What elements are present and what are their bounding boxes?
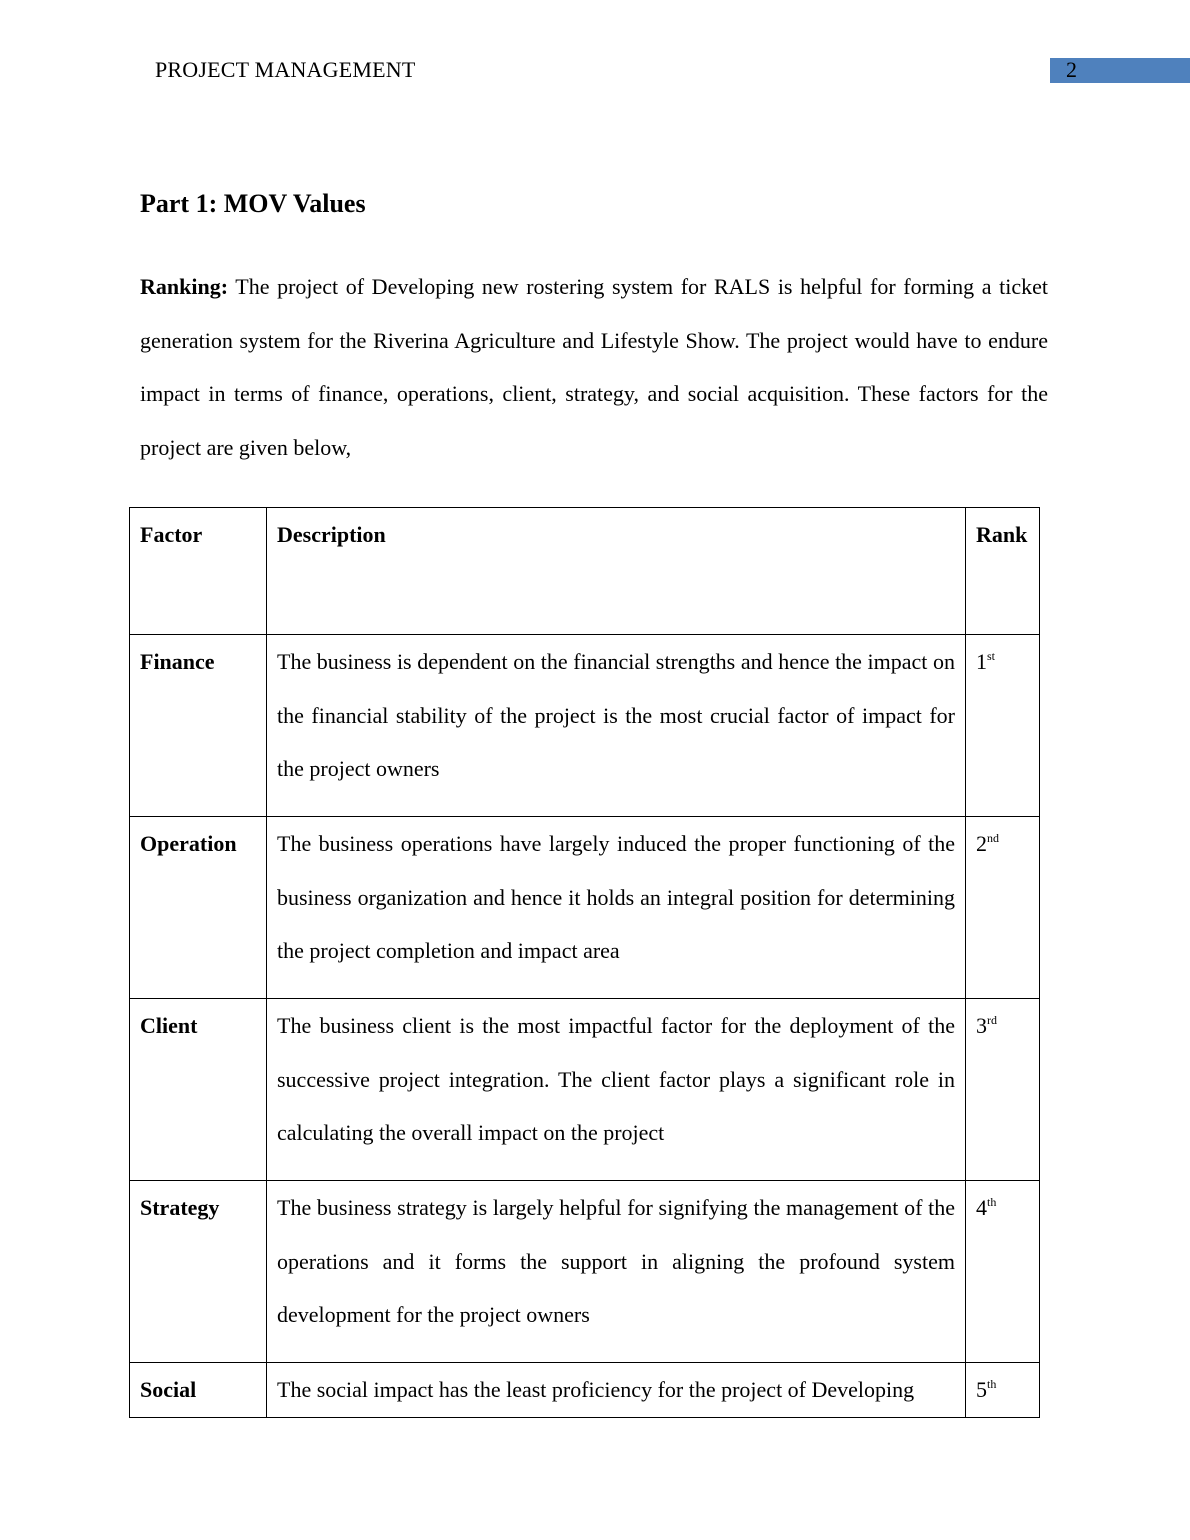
factor-cell: Strategy [130,1181,267,1363]
factor-cell: Finance [130,635,267,817]
rank-cell [966,817,1040,999]
header-rank: Rank [966,508,1040,635]
rank-cell [966,999,1040,1181]
table-header-row [130,508,1040,635]
rank-cell [966,1181,1040,1363]
rank-cell [966,635,1040,817]
rank-suffix: rd [987,1013,997,1027]
factor-cell: Client [130,999,267,1181]
factors-table [129,507,1040,1418]
intro-text: The project of Developing new rostering system for RALS is helpful for forming a ticket generation system for the Riverina Agriculture and Lifestyle Show. The project would have to endure impact in terms of finance, operations, client, strategy, and social acquisition. These factors for the project are given below, [140,274,1048,461]
description-cell: The social impact has the least proficiency for the project of Developing [267,1363,966,1418]
table-row [130,999,1040,1181]
header-factor: Factor [130,508,267,635]
table-row [130,635,1040,817]
header-description: Description [267,508,966,635]
rank-suffix: st [987,649,996,663]
description-cell: The business operations have largely induced the proper functioning of the business organization and hence it holds an integral position for determining the project completion and impact area [267,817,966,999]
rank-number: 4 [976,1195,987,1220]
section-heading: Part 1: MOV Values [140,189,366,218]
rank-suffix: nd [987,831,999,845]
table-row [130,1181,1040,1363]
rank-suffix: th [987,1195,997,1209]
rank-suffix: th [987,1377,997,1391]
page-number: 2 [1066,57,1077,82]
table-row [130,817,1040,999]
description-cell: The business is dependent on the financial strengths and hence the impact on the financial stability of the project is the most crucial factor of impact for the project owners [267,635,966,817]
description-cell: The business strategy is largely helpful for signifying the management of the operations and it forms the support in aligning the profound system development for the project owners [267,1181,966,1363]
rank-number: 1 [976,649,987,674]
rank-cell [966,1363,1040,1418]
intro-paragraph [140,260,1048,475]
page-number-bar [1050,58,1190,83]
running-header-title: PROJECT MANAGEMENT [155,57,416,82]
factor-cell: Social [130,1363,267,1418]
table-row [130,1363,1040,1418]
rank-number: 3 [976,1013,987,1038]
rank-number: 5 [976,1377,987,1402]
intro-label: Ranking: [140,274,229,299]
description-cell: The business client is the most impactful factor for the deployment of the successive project integration. The client factor plays a significant role in calculating the overall impact on the project [267,999,966,1181]
rank-number: 2 [976,831,987,856]
factor-cell: Operation [130,817,267,999]
